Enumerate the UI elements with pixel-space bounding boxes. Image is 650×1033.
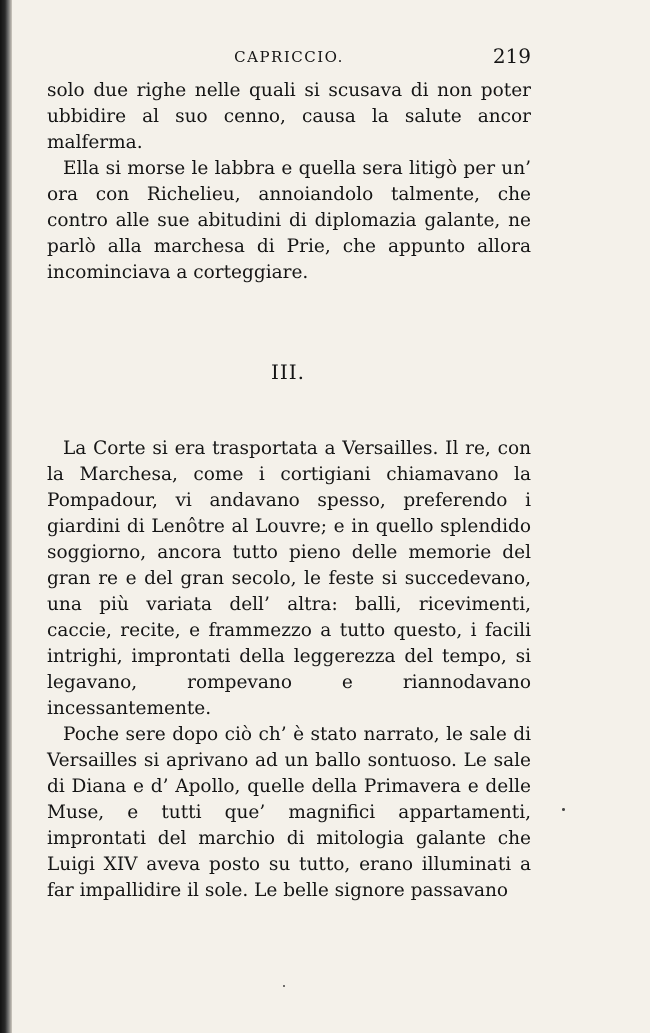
print-speck [283,985,285,987]
page-header [47,44,531,72]
section-heading: III. [270,360,306,384]
page-binding-edge [0,0,12,1033]
text-block-bottom [47,436,531,904]
print-speck [562,808,565,811]
paragraph: Ella si morse le labbra e quella sera litigò per un’ ora con Richelieu, annoiandolo talmente, che contro alle sue abitudini di diplomazia galante, ne parlò alla marchesa di Prie, che appunto allora incominciava a corteggiare. [47,158,531,283]
page-number: 219 [492,44,531,68]
text-block-top [47,78,531,286]
paragraph: Poche sere dopo ciò ch’ è stato narrato, le sale di Versailles si aprivano ad un ballo sontuoso. Le sale di Diana e d’ Apollo, quelle della Primavera e delle Muse, e tutti que’ magnifici appartamenti, improntati del marchio di mitologia galante che Luigi XIV aveva posto su tutto, erano illuminati a far impallidire il sole. Le belle signore passavano [47,724,531,901]
paragraph: solo due righe nelle quali si scusava di non poter ubbidire al suo cenno, causa la salute ancor malferma. [47,80,531,153]
paragraph: La Corte si era trasportata a Versailles. Il re, con la Marchesa, come i cortigiani chiamavano la Pompadour, vi andavano spesso, preferendo i giardini di Lenôtre al Louvre; e in quello splendido soggiorno, ancora tutto pieno delle memorie del gran re e del gran secolo, le feste si succedevano, una più variata dell’ altra: balli, ricevimenti, caccie, recite, e frammezzo a tutto questo, i facili intrighi, improntati della leggerezza del tempo, si legavano, rompevano e riannodavano incessantemente. [47,438,531,719]
running-head: CAPRICCIO. [234,48,344,66]
